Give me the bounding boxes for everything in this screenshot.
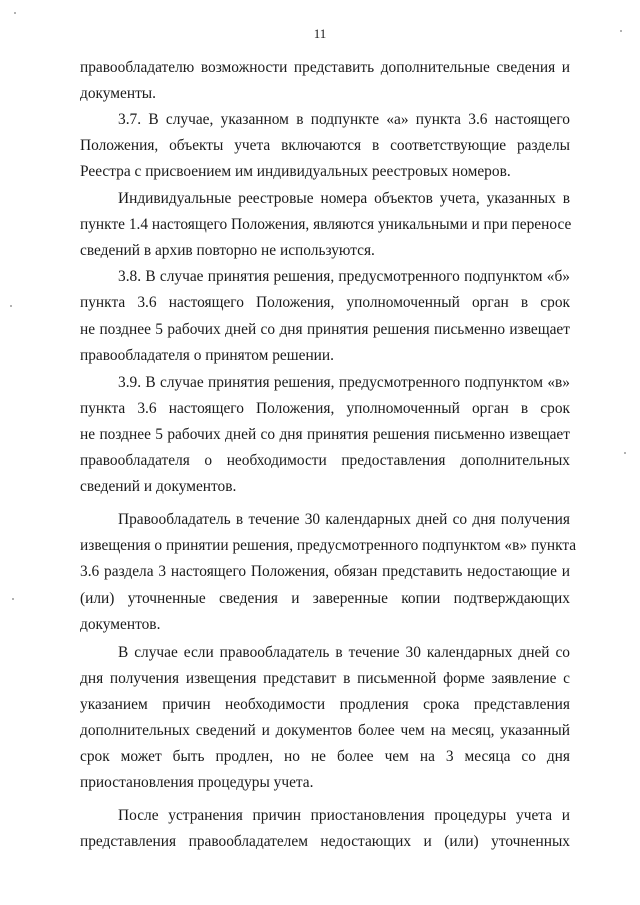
- scan-speck: [14, 12, 16, 14]
- page-number: 11: [313, 26, 327, 41]
- text-line: 3.8. В случае принятия решения, предусмотренного подпунктом «б»: [118, 268, 570, 285]
- text-line: 3.6 раздела 3 настоящего Положения, обязан представить недостающие и: [80, 563, 570, 580]
- text-line: не позднее 5 рабочих дней со дня принятия решения письменно извещает: [80, 426, 570, 443]
- text-line: пункта 3.6 настоящего Положения, уполномоченный орган в срок: [80, 400, 570, 417]
- text-line: дополнительных сведений и документов более чем на месяц, указанный: [80, 722, 570, 739]
- text-line: Положения, объекты учета включаются в соответствующие разделы: [80, 137, 570, 154]
- text-line: правообладателя о необходимости предоставления дополнительных: [80, 452, 570, 469]
- text-line: После устранения причин приостановления процедуры учета и: [118, 807, 570, 824]
- text-line: срок может быть продлен, но не более чем на 3 месяца со дня: [80, 748, 570, 765]
- text-line: сведений в архив повторно не используются.: [80, 242, 375, 259]
- text-line: пункте 1.4 настоящего Положения, являются уникальными и при переносе: [80, 216, 572, 233]
- text-line: 3.9. В случае принятия решения, предусмотренного подпунктом «в»: [118, 374, 570, 391]
- text-line: сведений и документов.: [80, 478, 237, 495]
- scan-speck: [624, 452, 626, 454]
- text-line: Индивидуальные реестровые номера объектов учета, указанных в: [118, 190, 570, 207]
- scan-speck: [10, 305, 12, 307]
- text-line: Правообладатель в течение 30 календарных дней со дня получения: [118, 511, 570, 528]
- text-line: извещения о принятии решения, предусмотренного подпунктом «в» пункта: [80, 537, 577, 554]
- text-line: не позднее 5 рабочих дней со дня принятия решения письменно извещает: [80, 321, 570, 338]
- text-line: правообладателя о принятом решении.: [80, 347, 335, 364]
- text-line: 3.7. В случае, указанном в подпункте «а» пункта 3.6 настоящего: [118, 111, 570, 128]
- text-line: документы.: [80, 85, 156, 102]
- text-line: дня получения извещения представит в письменной форме заявление с: [80, 670, 570, 687]
- text-line: пункта 3.6 настоящего Положения, уполномоченный орган в срок: [80, 294, 570, 311]
- text-line: приостановления процедуры учета.: [80, 774, 314, 791]
- scan-speck: [620, 30, 622, 32]
- text-line: (или) уточненные сведения и заверенные копии подтверждающих: [80, 590, 570, 607]
- text-line: В случае если правообладатель в течение 30 календарных дней со: [118, 644, 570, 661]
- text-line: представления правообладателем недостающих и (или) уточненных: [80, 833, 570, 850]
- text-line: документов.: [80, 616, 161, 633]
- scan-speck: [12, 598, 14, 600]
- text-line: Реестра с присвоением им индивидуальных реестровых номеров.: [80, 163, 511, 180]
- text-line: правообладателю возможности представить дополнительные сведения и: [80, 59, 570, 76]
- text-line: указанием причин необходимости продления срока представления: [80, 696, 570, 713]
